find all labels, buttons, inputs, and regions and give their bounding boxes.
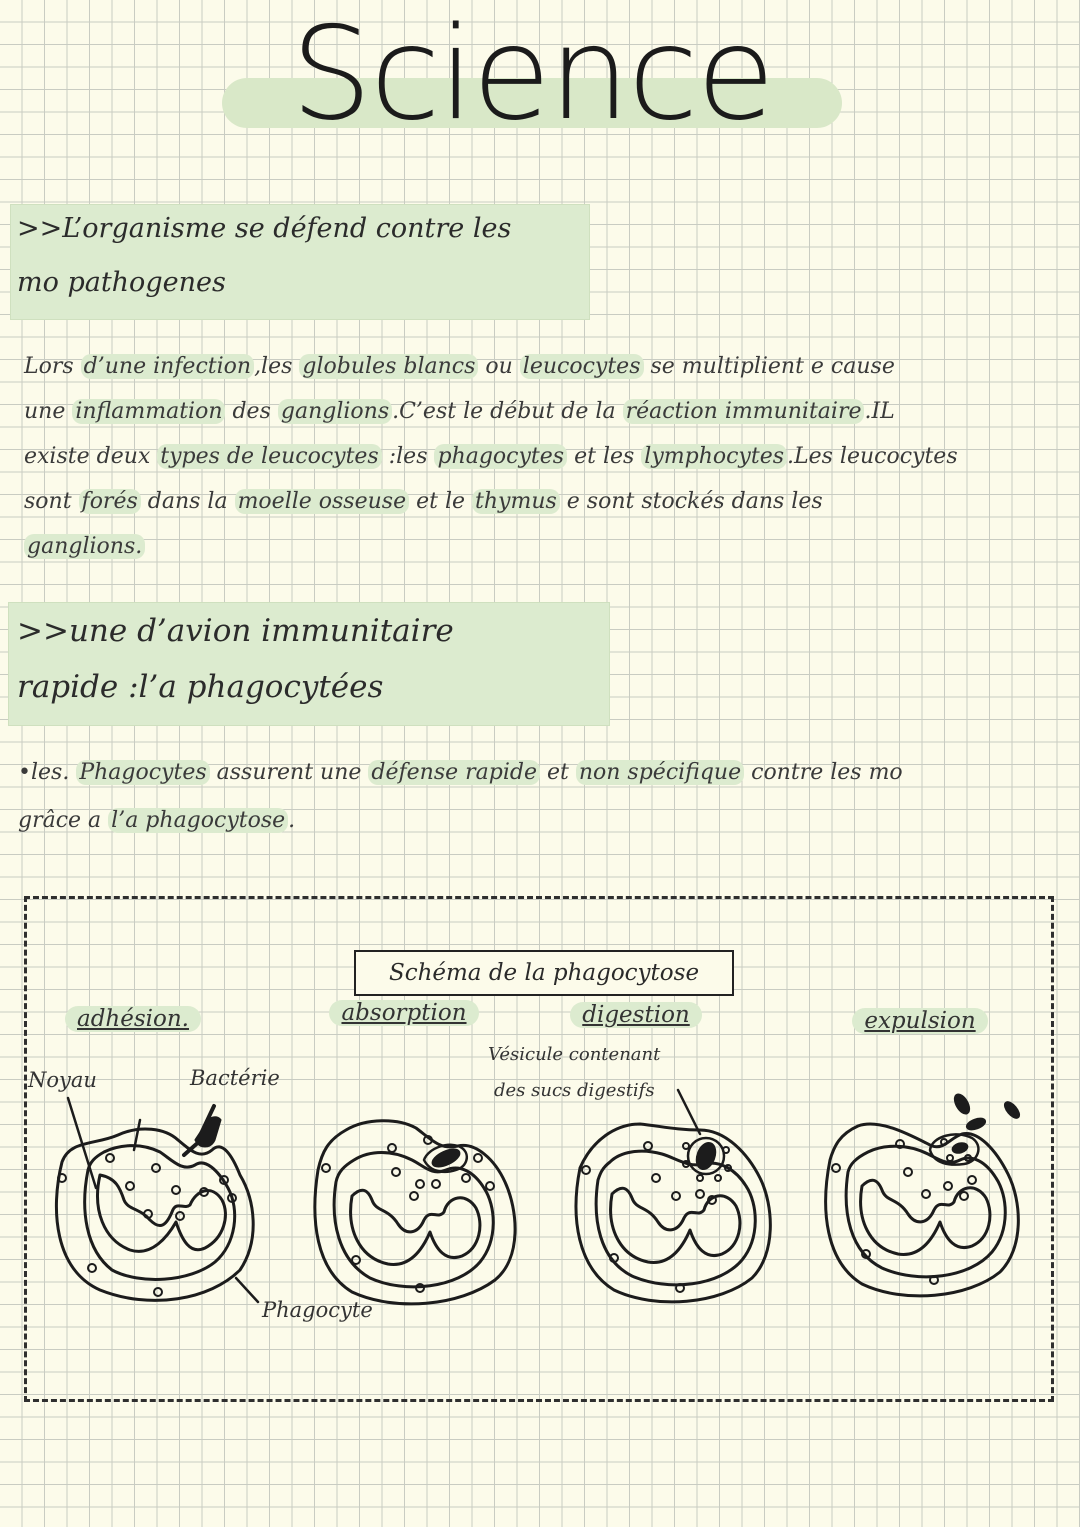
text-run: dans la: [140, 489, 235, 514]
highlight-run: défense rapide: [368, 760, 540, 785]
cell-absorption: [315, 1121, 515, 1304]
stage-label-text: expulsion: [852, 1008, 987, 1034]
label-bacterie: Bactérie: [190, 1066, 280, 1090]
highlight-run: non spécifique: [576, 760, 744, 785]
highlight-run: moelle osseuse: [235, 489, 410, 514]
highlight-run: types de leucocytes: [157, 444, 381, 469]
section-heading-2-line-1: >>une d’avion immunitaire: [17, 613, 454, 649]
highlight-run: réaction immunitaire: [623, 399, 865, 424]
text-run: une: [24, 399, 73, 424]
section-heading-1-line-2: mo pathogenes: [17, 267, 226, 298]
stage-label-text: absorption: [329, 1000, 478, 1026]
highlight-run: globules blancs: [299, 354, 478, 379]
diagram-title: Schéma de la phagocytose: [354, 950, 734, 996]
label-vesicule-line-2: des sucs digestifs: [494, 1080, 655, 1101]
text-run: et les: [567, 444, 642, 469]
text-run: et le: [409, 489, 473, 514]
section-heading-2-line-2: rapide :l’a phagocytées: [17, 669, 384, 705]
text-run: •les.: [18, 760, 77, 785]
cell-expulsion: [826, 1093, 1021, 1296]
text-run: .Les leucocytes: [787, 444, 958, 469]
text-run: .C’est le début de la: [392, 399, 623, 424]
stage-label-text: digestion: [570, 1002, 701, 1028]
text-run: .: [288, 808, 296, 833]
text-run: contre les mo: [744, 760, 903, 785]
highlight-run: leucocytes: [520, 354, 644, 379]
highlight-run: phagocytes: [434, 444, 567, 469]
highlight-run: thymus: [472, 489, 560, 514]
text-run: des: [225, 399, 278, 424]
text-run: ou: [478, 354, 520, 379]
highlight-run: inflammation: [72, 399, 225, 424]
section-heading-1-line-1: >>L’organisme se défend contre les: [17, 213, 512, 244]
highlight-run: ganglions.: [24, 534, 145, 559]
stage-label-text: adhésion.: [65, 1006, 201, 1032]
label-phagocyte: Phagocyte: [262, 1298, 373, 1322]
highlight-run: l’a phagocytose: [108, 808, 288, 833]
text-run: assurent une: [209, 760, 369, 785]
cell-adhesion: [56, 1098, 258, 1302]
label-vesicule-line-1: Vésicule contenant: [488, 1044, 661, 1065]
text-run: se multiplient e cause: [643, 354, 895, 379]
highlight-run: d’une infection: [81, 354, 254, 379]
text-run: sont: [24, 489, 79, 514]
text-run: et: [539, 760, 576, 785]
text-run: :les: [381, 444, 435, 469]
label-noyau: Noyau: [28, 1068, 97, 1092]
text-run: Lors: [24, 354, 81, 379]
highlight-run: lymphocytes: [641, 444, 787, 469]
highlight-run: Phagocytes: [76, 760, 209, 785]
highlight-run: forés: [79, 489, 141, 514]
text-run: existe deux: [24, 444, 158, 469]
highlight-run: ganglions: [278, 399, 392, 424]
text-run: .IL: [864, 399, 895, 424]
text-run: e sont stockés dans les: [559, 489, 823, 514]
text-run: ,les: [254, 354, 300, 379]
page-title: Science: [290, 0, 774, 149]
cell-digestion: [576, 1090, 770, 1302]
text-run: grâce a: [18, 808, 109, 833]
